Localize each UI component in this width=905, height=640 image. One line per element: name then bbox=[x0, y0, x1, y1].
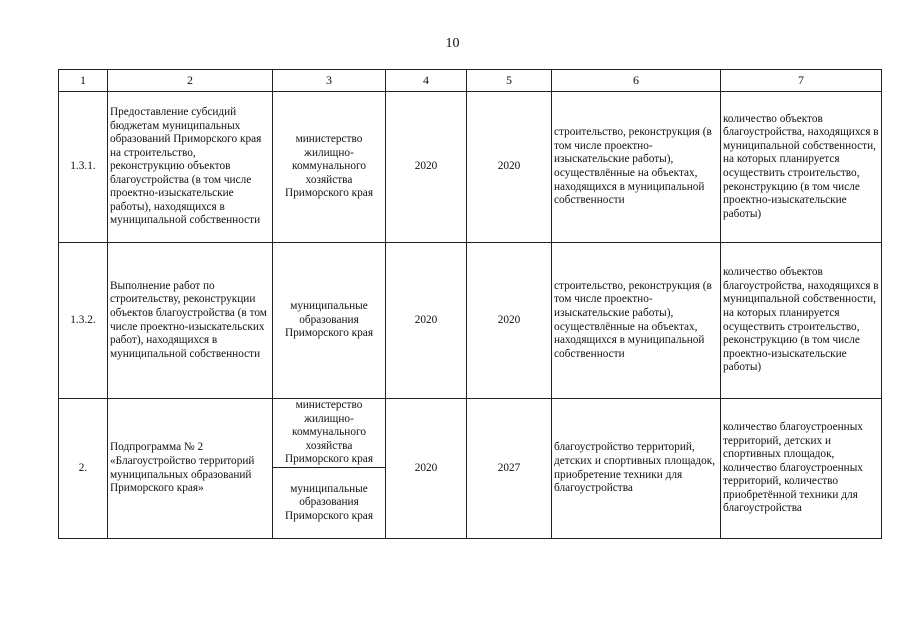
expected-result: строительство, реконструкция (в том числе проектно-изыскательские работы), осуществлённые на объектах, находящихся в муниципальной собственности bbox=[552, 243, 721, 399]
table-row bbox=[59, 92, 882, 243]
table-row bbox=[59, 243, 882, 399]
table-row bbox=[59, 399, 882, 468]
subprogram-name: Подпрограмма № 2 «Благоустройство территорий муниципальных образований Приморского края» bbox=[108, 399, 273, 539]
row-number: 2. bbox=[59, 399, 108, 539]
expected-result: благоустройство территорий, детских и спортивных площадок, приобретение техники для благоустройства bbox=[552, 399, 721, 539]
expected-result: строительство, реконструкция (в том числе проектно-изыскательские работы), осуществлённые на объектах, находящихся в муниципальной собственности bbox=[552, 92, 721, 243]
measure-name: Выполнение работ по строительству, реконструкции объектов благоустройства (в том числе проектно-изыскательских работ), находящихся в муниципальной собственности bbox=[108, 243, 273, 399]
responsible-executor-ministry: министерство жилищно-коммунального хозяйства Приморского края bbox=[273, 399, 386, 468]
column-header-1: 1 bbox=[59, 70, 108, 92]
column-header-3: 3 bbox=[273, 70, 386, 92]
header-row bbox=[59, 70, 882, 92]
indicator: количество благоустроенных территорий, детских и спортивных площадок, количество благоустроенных территорий, количество приобретённой техники для благоустройства bbox=[721, 399, 882, 539]
start-year: 2020 bbox=[386, 243, 467, 399]
indicator: количество объектов благоустройства, находящихся в муниципальной собственности, на которых планируется осуществить строительство, реконструкцию (в том числе проектно-изыскательские работы) bbox=[721, 243, 882, 399]
responsible-executor: министерство жилищно-коммунального хозяйства Приморского края bbox=[273, 92, 386, 243]
column-header-6: 6 bbox=[552, 70, 721, 92]
end-year: 2027 bbox=[467, 399, 552, 539]
program-table bbox=[58, 69, 882, 539]
start-year: 2020 bbox=[386, 92, 467, 243]
end-year: 2020 bbox=[467, 243, 552, 399]
column-header-2: 2 bbox=[108, 70, 273, 92]
page-number: 10 bbox=[445, 36, 460, 51]
row-number: 1.3.2. bbox=[59, 243, 108, 399]
end-year: 2020 bbox=[467, 92, 552, 243]
responsible-executor: муниципальные образования Приморского края bbox=[273, 243, 386, 399]
column-header-5: 5 bbox=[467, 70, 552, 92]
start-year: 2020 bbox=[386, 399, 467, 539]
indicator: количество объектов благоустройства, находящихся в муниципальной собственности, на которых планируется осуществить строительство, реконструкцию (в том числе проектно-изыскательские работы) bbox=[721, 92, 882, 243]
responsible-executor-municipalities: муниципальные образования Приморского края bbox=[273, 468, 386, 539]
row-number: 1.3.1. bbox=[59, 92, 108, 243]
column-header-7: 7 bbox=[721, 70, 882, 92]
measure-name: Предоставление субсидий бюджетам муниципальных образований Приморского края на строительство, реконструкцию объектов благоустройства (в том числе проектно-изыскательские работы), находящихся в муниципальной собственности bbox=[108, 92, 273, 243]
column-header-4: 4 bbox=[386, 70, 467, 92]
